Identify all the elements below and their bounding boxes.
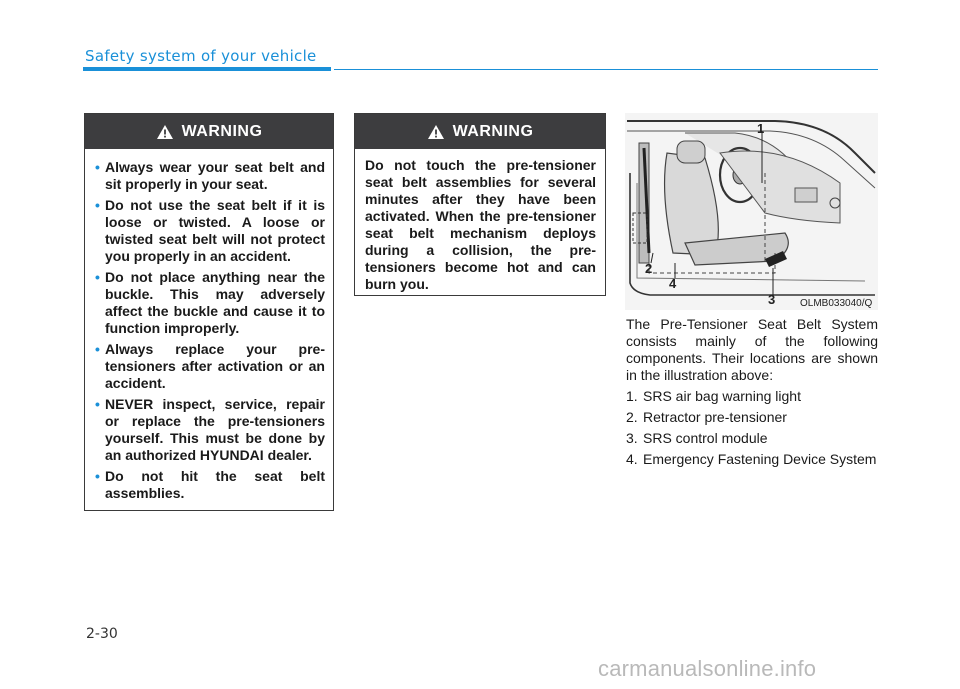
header-rule-thick xyxy=(83,67,331,71)
header-rule-thin xyxy=(334,69,878,70)
list-item: • Do not hit the seat belt assemblies. xyxy=(95,468,325,501)
warning-header xyxy=(85,114,333,149)
warning-triangle-icon xyxy=(427,124,445,140)
list-item: • Do not use the seat belt if it is loose or twisted. A loose or twisted seat belt will not protect you properly in an accident. xyxy=(95,197,325,264)
warning-list xyxy=(85,149,333,502)
bullet-icon: • xyxy=(95,269,100,285)
warning-heading: WARNING xyxy=(181,122,263,140)
bullet-icon: • xyxy=(95,159,100,175)
list-item: • Always replace your pre-tensioners after activation or an accident. xyxy=(95,341,325,391)
bullet-icon: • xyxy=(95,396,100,412)
list-item: 4. Emergency Fastening Device System xyxy=(626,451,877,467)
warning-header xyxy=(355,114,605,149)
callout-1: 1 xyxy=(757,121,765,136)
list-item: 1. SRS air bag warning light xyxy=(626,388,801,404)
component-list xyxy=(626,388,878,468)
bullet-icon: • xyxy=(95,197,100,213)
seat-belt-diagram xyxy=(625,113,878,310)
section-title: Safety system of your vehicle xyxy=(85,47,317,65)
warning-text: Do not touch the pre-tensioner seat belt assemblies for several minutes after they have been activated. When the pre-tensioner seat belt mechanism deploys during a collision, the pre-tensioners become hot and can burn you. xyxy=(365,157,596,292)
figure-code: OLMB033040/Q xyxy=(800,298,873,309)
warning-box-seat-belt xyxy=(84,113,334,511)
bullet-icon: • xyxy=(95,468,100,484)
list-item: • NEVER inspect, service, repair or replace the pre-tensioners yourself. This must be done by an authorized HYUNDAI dealer. xyxy=(95,396,325,463)
list-item: 3. SRS control module xyxy=(626,430,768,446)
warning-box-pretensioner-heat xyxy=(354,113,606,296)
list-item: • Do not place anything near the buckle. This may adversely affect the buckle and cause it to function improperly. xyxy=(95,269,325,336)
bullet-icon: • xyxy=(95,341,100,357)
callout-4: 4 xyxy=(669,276,677,291)
watermark: carmanualsonline.info xyxy=(598,656,817,681)
page-number: 2-30 xyxy=(86,626,118,642)
description xyxy=(626,316,878,472)
warning-triangle-icon xyxy=(156,124,174,140)
car-interior-illustration xyxy=(625,113,878,310)
list-item: 2. Retractor pre-tensioner xyxy=(626,409,787,425)
warning-heading: WARNING xyxy=(452,122,534,140)
description-intro: The Pre-Tensioner Seat Belt System consists mainly of the following components. Their locations are shown in the illustration above: xyxy=(626,316,878,383)
callout-2: 2 xyxy=(645,261,653,276)
list-item: • Always wear your seat belt and sit properly in your seat. xyxy=(95,159,325,192)
callout-3: 3 xyxy=(768,292,776,307)
